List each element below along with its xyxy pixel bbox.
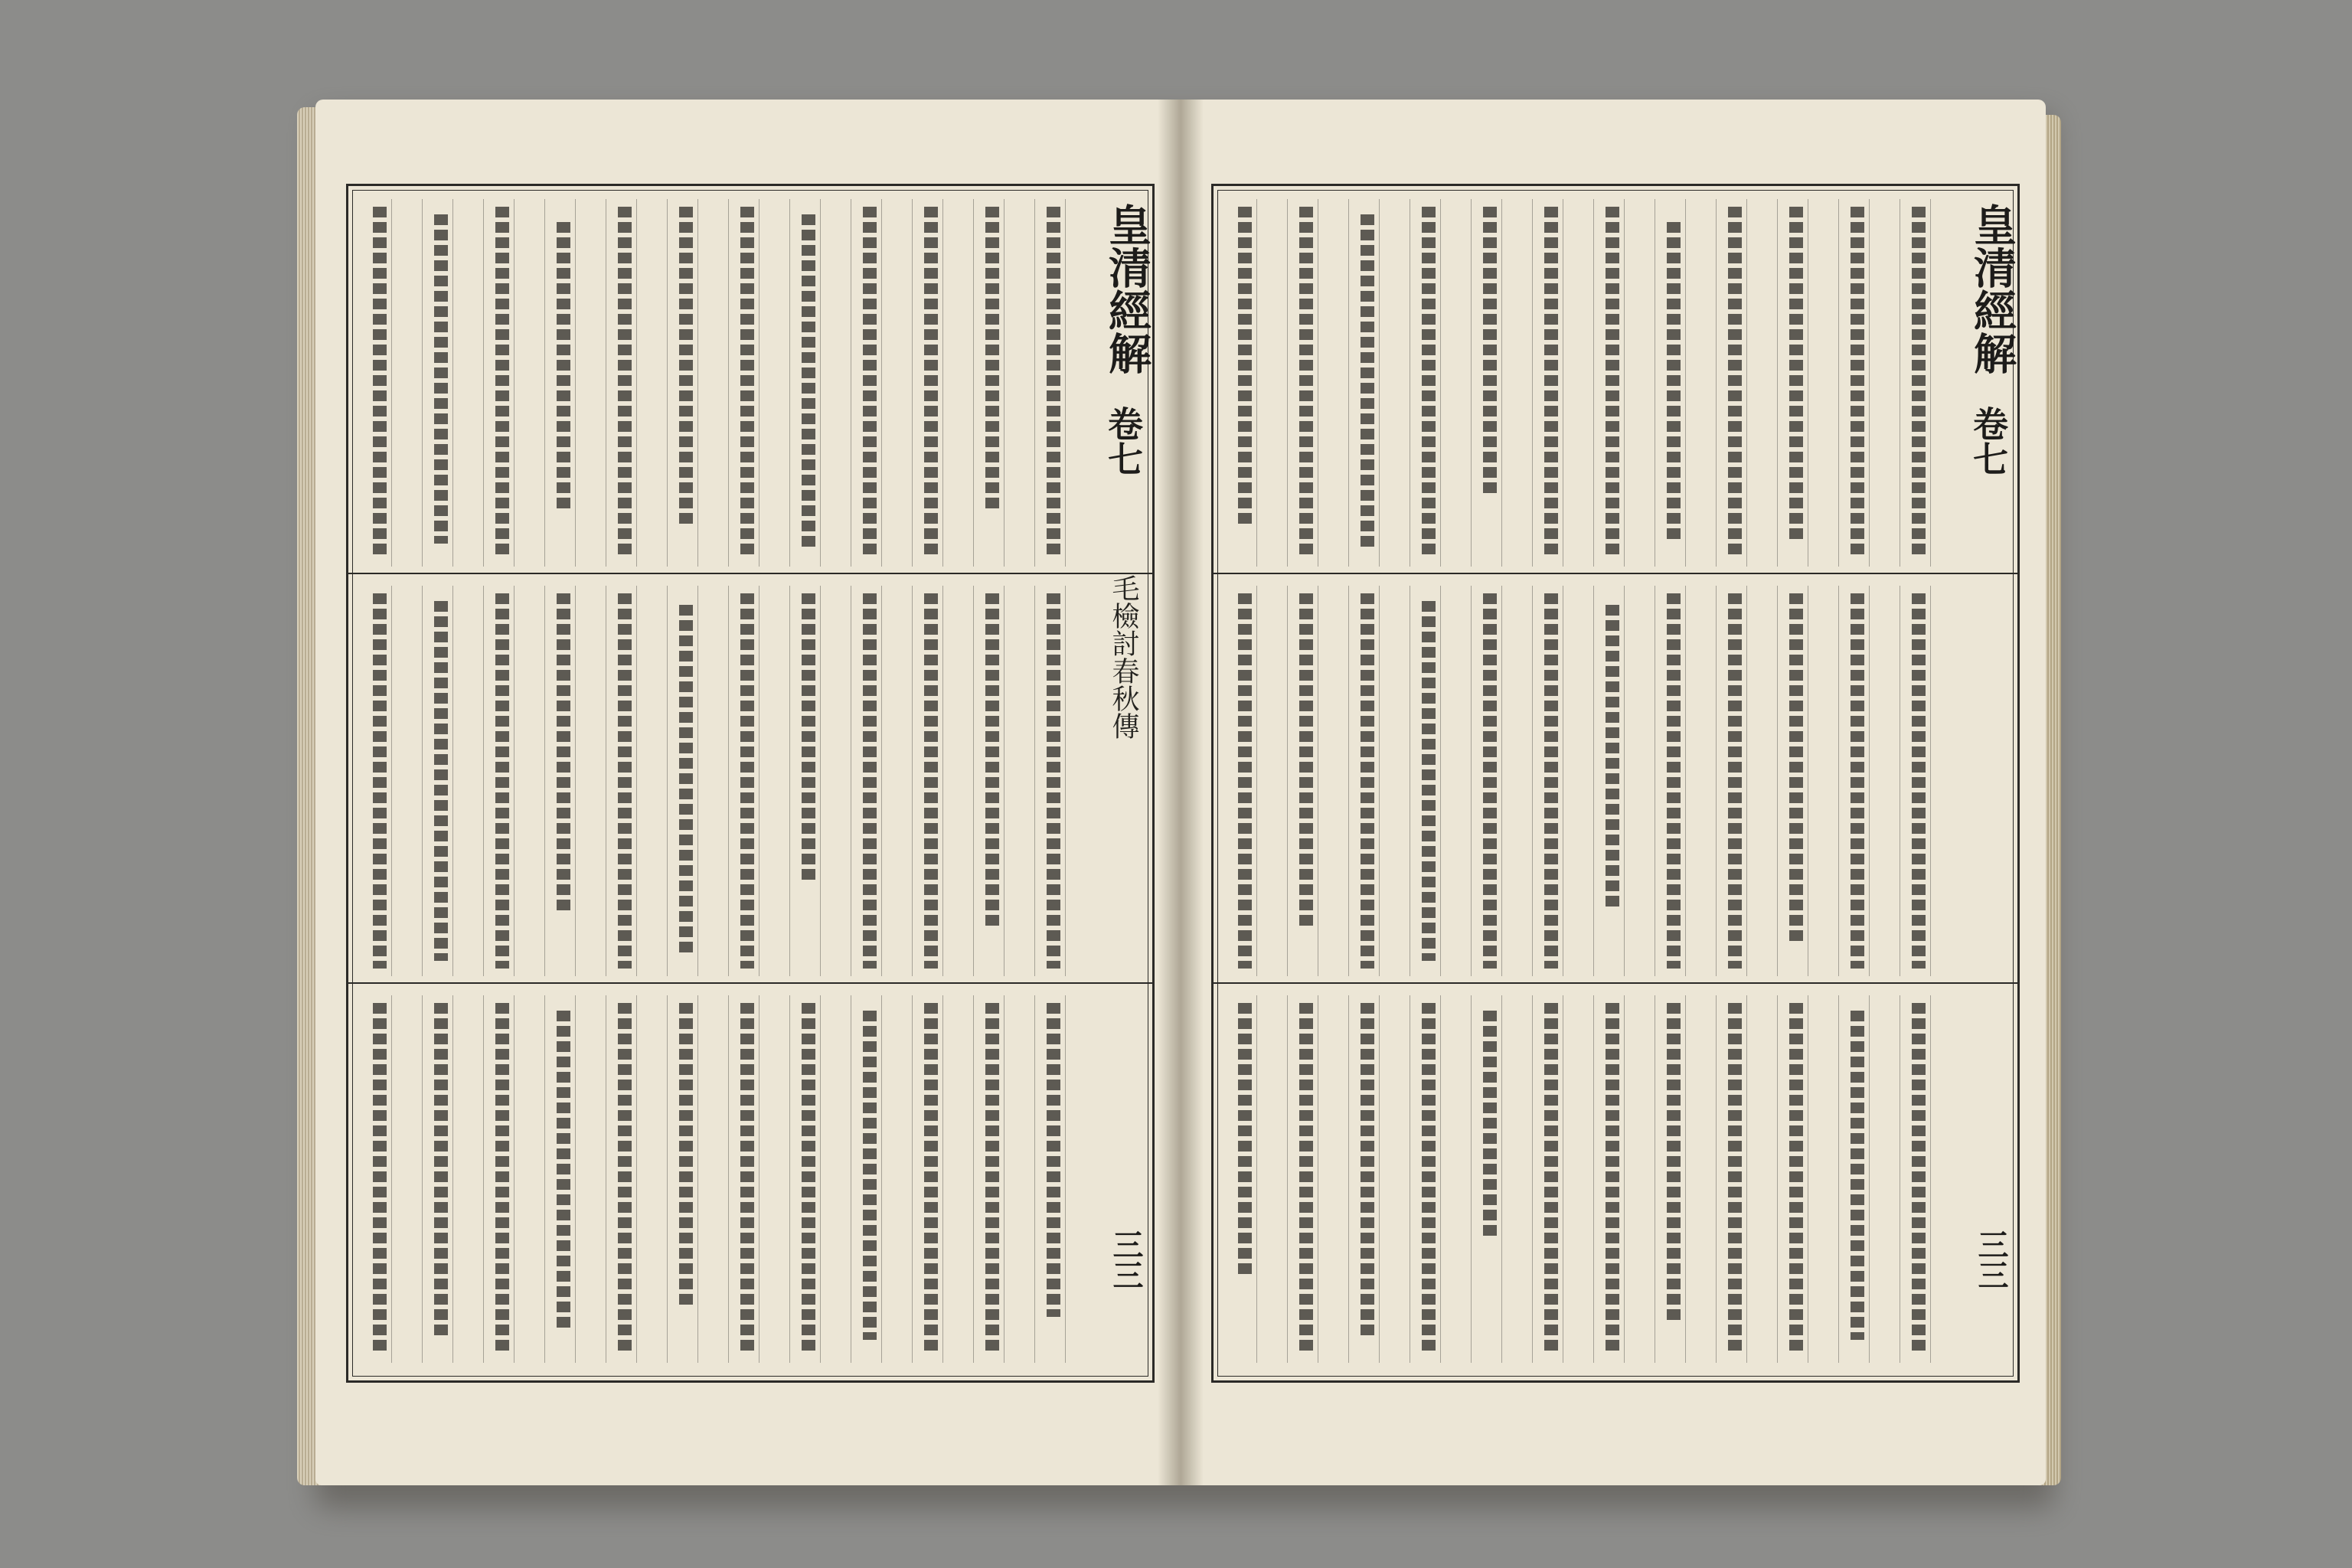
left-text-column [740, 593, 754, 969]
left-text-column [1047, 593, 1060, 969]
right-register-line-1 [1214, 573, 2017, 574]
open-book [300, 84, 2053, 1501]
right-text-column [1789, 207, 1803, 544]
left-text-column [434, 214, 448, 544]
right-text-column [1789, 1003, 1803, 1355]
left-text-block-middle [361, 586, 1081, 976]
right-text-column [1422, 207, 1436, 559]
left-text-column [863, 1011, 877, 1340]
left-text-column [863, 593, 877, 969]
left-page [315, 100, 1181, 1485]
left-text-block-lower [361, 995, 1081, 1363]
left-text-column [679, 605, 693, 957]
left-text-column [373, 207, 387, 559]
right-text-column [1606, 605, 1619, 911]
left-text-block-upper [361, 199, 1081, 567]
left-text-column [1047, 1003, 1060, 1317]
left-text-column [618, 1003, 632, 1355]
book-gutter [1158, 100, 1204, 1485]
right-register-line-2 [1214, 982, 2017, 984]
right-text-column [1483, 593, 1497, 969]
left-text-column [557, 593, 570, 915]
left-text-column [557, 222, 570, 513]
left-running-title: 毛檢討春秋傳 [1108, 574, 1139, 740]
right-text-column [1851, 1011, 1864, 1340]
left-text-column [434, 1003, 448, 1340]
left-text-column [924, 207, 938, 559]
left-text-column [373, 1003, 387, 1355]
right-text-column [1299, 593, 1313, 930]
left-text-column [924, 1003, 938, 1355]
right-text-column [1606, 207, 1619, 559]
left-text-column [495, 593, 509, 969]
right-text-column [1851, 207, 1864, 559]
left-page-header: 皇清經解 [1102, 203, 1152, 374]
left-text-column [434, 601, 448, 961]
right-text-column [1238, 207, 1252, 528]
right-text-column [1912, 207, 1926, 559]
left-text-column [740, 207, 754, 559]
right-text-column [1483, 1011, 1497, 1240]
right-text-column [1667, 593, 1681, 969]
right-text-block-upper [1227, 199, 1946, 567]
right-text-column [1851, 593, 1864, 969]
left-text-column [740, 1003, 754, 1355]
right-text-column [1238, 593, 1252, 969]
right-text-column [1728, 593, 1742, 969]
right-text-column [1912, 1003, 1926, 1355]
left-text-column [679, 1003, 693, 1309]
right-text-column [1544, 1003, 1558, 1355]
left-text-column [985, 1003, 999, 1355]
left-text-column [863, 207, 877, 559]
right-text-column [1728, 207, 1742, 559]
right-page [1181, 100, 2046, 1485]
right-text-column [1361, 593, 1374, 969]
right-text-column [1667, 222, 1681, 544]
right-text-column [1667, 1003, 1681, 1325]
left-text-column [802, 214, 815, 551]
right-text-column [1544, 207, 1558, 559]
left-text-column [557, 1011, 570, 1332]
left-text-column [679, 207, 693, 528]
right-text-column [1299, 1003, 1313, 1355]
right-text-column [1483, 207, 1497, 498]
left-text-column [495, 207, 509, 559]
right-page-number: 三三 [1973, 1229, 2009, 1290]
left-text-column [802, 1003, 815, 1355]
left-text-column [373, 593, 387, 969]
left-text-column [985, 593, 999, 930]
right-page-header: 皇清經解 [1967, 203, 2017, 374]
right-text-column [1299, 207, 1313, 559]
left-register-line-2 [348, 982, 1152, 984]
left-page-volume: 卷七 [1102, 406, 1144, 476]
right-text-column [1422, 1003, 1436, 1355]
right-text-block-middle [1227, 586, 1946, 976]
right-page-volume: 卷七 [1968, 406, 2009, 476]
right-text-column [1606, 1003, 1619, 1355]
right-text-column [1912, 593, 1926, 969]
left-page-number: 三三 [1108, 1229, 1144, 1290]
left-text-column [1047, 207, 1060, 559]
left-text-column [495, 1003, 509, 1355]
left-text-column [618, 593, 632, 969]
right-text-column [1422, 601, 1436, 961]
left-text-column [924, 593, 938, 969]
right-text-column [1361, 214, 1374, 551]
right-text-block-lower [1227, 995, 1946, 1363]
right-text-column [1728, 1003, 1742, 1355]
left-register-line-1 [348, 573, 1152, 574]
right-text-column [1789, 593, 1803, 946]
left-text-column [618, 207, 632, 559]
right-text-column [1361, 1003, 1374, 1340]
right-text-column [1238, 1003, 1252, 1279]
right-text-column [1544, 593, 1558, 969]
left-text-column [985, 207, 999, 513]
left-text-column [802, 593, 815, 884]
